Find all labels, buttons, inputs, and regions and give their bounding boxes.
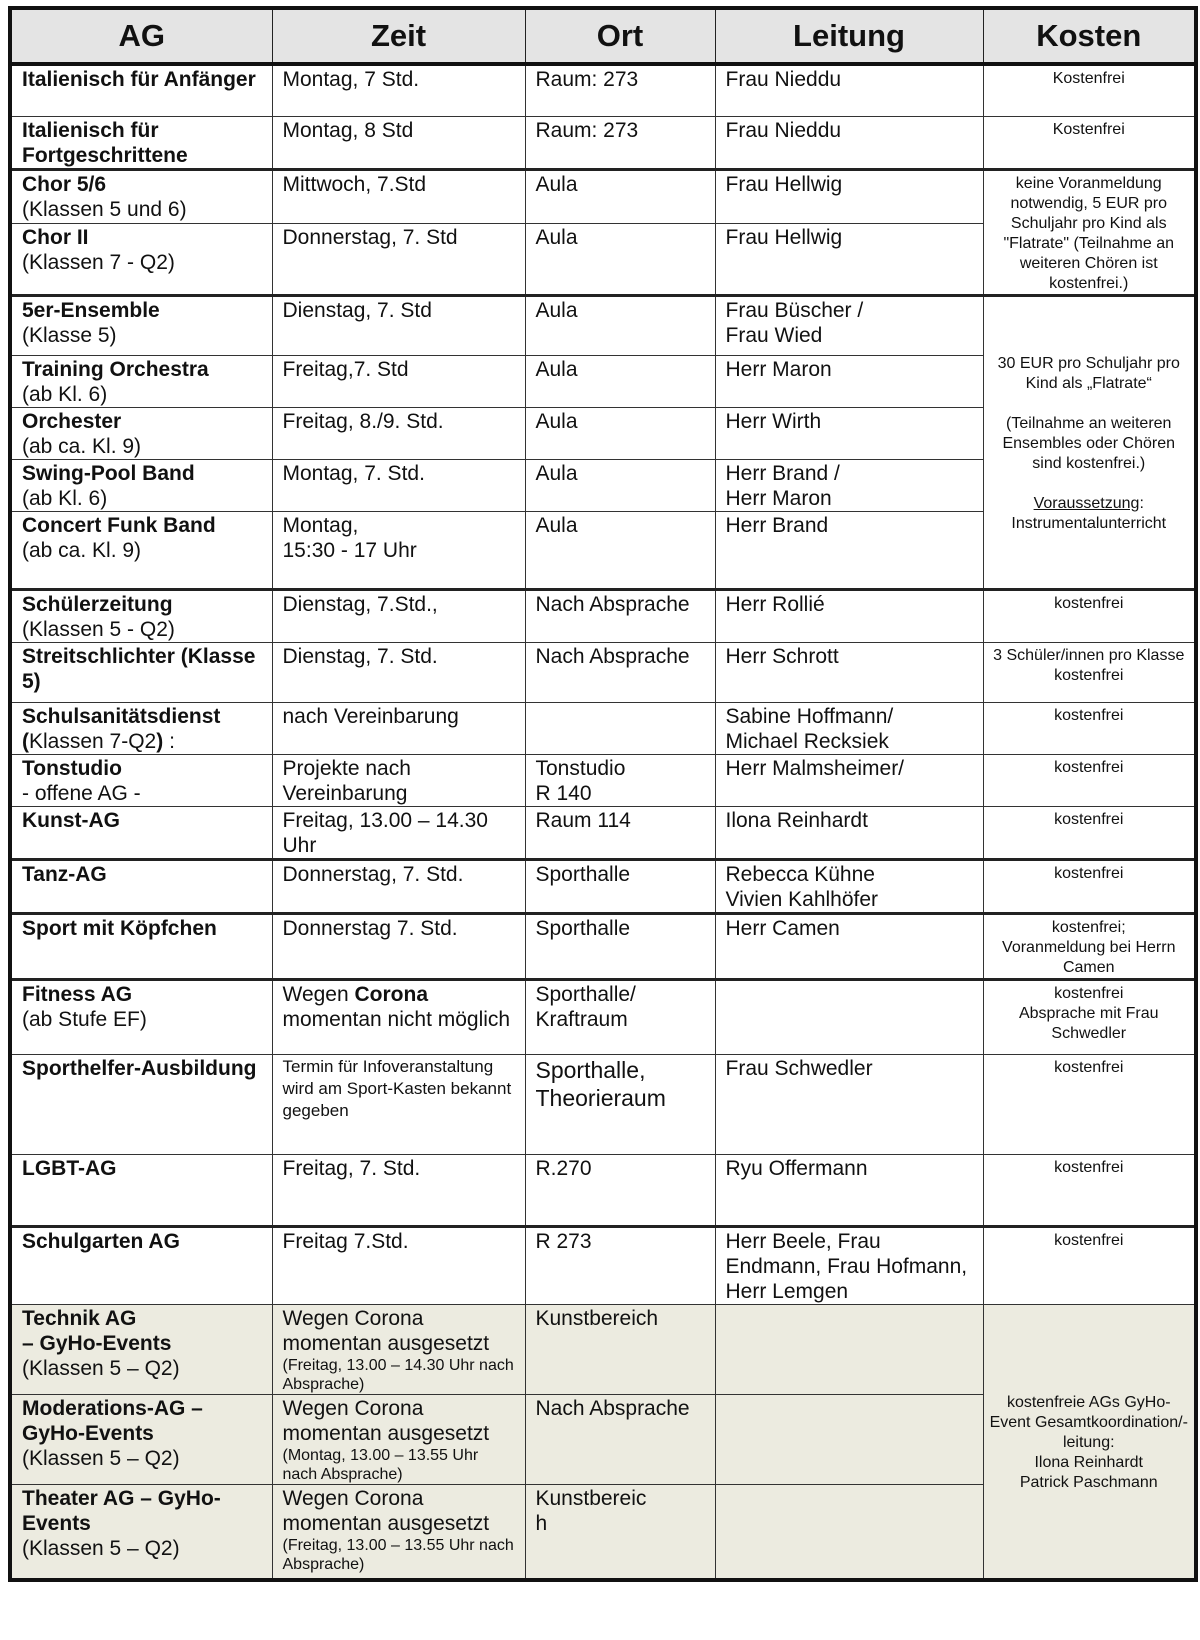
ag-ort: Tonstudio R 140 (525, 754, 715, 806)
ag-leitung: Herr Rollié (715, 589, 983, 642)
ag-zeit: nach Vereinbarung (272, 702, 525, 754)
ag-kosten: kostenfrei (983, 859, 1196, 913)
ag-ort: Nach Absprache (525, 589, 715, 642)
ag-ort: Kunstbereic h (525, 1484, 715, 1580)
ag-kosten: kostenfrei (983, 1226, 1196, 1304)
ag-name: LGBT-AG (10, 1154, 272, 1226)
ag-leitung (715, 1304, 983, 1394)
ag-leitung: Herr Wirth (715, 407, 983, 459)
ag-kosten: keine Voranmeldung notwendig, 5 EUR pro Schuljahr pro Kind als "Flatrate" (Teilnahme an weiteren Chören ist kostenfrei.) (983, 169, 1196, 295)
ag-zeit: Wegen Corona momentan ausgesetzt (Freitag, 13.00 – 14.30 Uhr nach Absprache) (272, 1304, 525, 1394)
ag-name: Schulgarten AG (10, 1226, 272, 1304)
ag-leitung: Frau Hellwig (715, 223, 983, 295)
ag-zeit: Wegen Corona momentan ausgesetzt (Montag, 13.00 – 13.55 Uhr nach Absprache) (272, 1394, 525, 1484)
ag-zeit: Freitag, 7. Std. (272, 1154, 525, 1226)
ag-ort: Sporthalle (525, 913, 715, 979)
ag-name: Tanz-AG (10, 859, 272, 913)
ag-leitung: Ryu Offermann (715, 1154, 983, 1226)
ag-leitung: Frau Hellwig (715, 169, 983, 223)
ag-leitung: Herr Beele, Frau Endmann, Frau Hofmann, Herr Lemgen (715, 1226, 983, 1304)
ag-name: 5er-Ensemble (Klasse 5) (10, 295, 272, 355)
ag-ort: Sporthalle (525, 859, 715, 913)
table-row (10, 806, 1196, 859)
ag-name: Technik AG – GyHo-Events (Klassen 5 – Q2) (10, 1304, 272, 1394)
ag-ort: Sporthalle/ Kraftraum (525, 979, 715, 1054)
ag-zeit: Freitag 7.Std. (272, 1226, 525, 1304)
header-ag: AG (10, 8, 272, 64)
table-row (10, 116, 1196, 169)
ag-zeit: Wegen Corona momentan ausgesetzt (Freitag, 13.00 – 13.55 Uhr nach Absprache) (272, 1484, 525, 1580)
ag-leitung: Frau Nieddu (715, 116, 983, 169)
ag-ort: Aula (525, 169, 715, 223)
ag-leitung: Herr Brand (715, 511, 983, 589)
ag-ort: Nach Absprache (525, 1394, 715, 1484)
table-row (10, 859, 1196, 913)
table-row (10, 702, 1196, 754)
ag-leitung: Herr Brand / Herr Maron (715, 459, 983, 511)
ag-leitung: Herr Schrott (715, 642, 983, 702)
ag-kosten: kostenfreie AGs GyHo-Event Gesamtkoordination/-leitung: Ilona Reinhardt Patrick Paschmann (983, 1304, 1196, 1580)
ag-ort: Aula (525, 407, 715, 459)
ag-ort: Nach Absprache (525, 642, 715, 702)
ag-kosten: Kostenfrei (983, 64, 1196, 116)
ag-kosten: kostenfrei (983, 806, 1196, 859)
ag-name: Chor II (Klassen 7 - Q2) (10, 223, 272, 295)
ag-name: Sporthelfer-Ausbildung (10, 1054, 272, 1154)
ag-ort: Raum: 273 (525, 64, 715, 116)
ag-table (8, 6, 1198, 1582)
ag-zeit: Termin für Infoveranstaltung wird am Sport-Kasten bekannt gegeben (272, 1054, 525, 1154)
ag-ort: Raum 114 (525, 806, 715, 859)
table-row (10, 169, 1196, 223)
table-row (10, 979, 1196, 1054)
ag-zeit: Montag, 15:30 - 17 Uhr (272, 511, 525, 589)
ag-leitung: Rebecca Kühne Vivien Kahlhöfer (715, 859, 983, 913)
ag-name: Orchester (ab ca. Kl. 9) (10, 407, 272, 459)
ag-name: Streitschlichter (Klasse 5) (10, 642, 272, 702)
ag-leitung: Ilona Reinhardt (715, 806, 983, 859)
table-row (10, 1154, 1196, 1226)
ag-leitung (715, 1484, 983, 1580)
ag-kosten: kostenfrei Absprache mit Frau Schwedler (983, 979, 1196, 1054)
header-ort: Ort (525, 8, 715, 64)
ag-name: Schulsanitätsdienst (Klassen 7-Q2) : (10, 702, 272, 754)
ag-leitung: Herr Camen (715, 913, 983, 979)
ag-name: Chor 5/6 (Klassen 5 und 6) (10, 169, 272, 223)
ag-kosten: Kostenfrei (983, 116, 1196, 169)
ag-kosten: 30 EUR pro Schuljahr pro Kind als „Flatrate“ (Teilnahme an weiteren Ensembles oder Chören sind kostenfrei.) Voraussetzung: Instrumentalunterricht (983, 295, 1196, 589)
table-row (10, 295, 1196, 355)
ag-name: Tonstudio - offene AG - (10, 754, 272, 806)
ag-kosten: kostenfrei (983, 754, 1196, 806)
header-kosten: Kosten (983, 8, 1196, 64)
ag-name: Training Orchestra (ab Kl. 6) (10, 355, 272, 407)
ag-ort: Aula (525, 459, 715, 511)
ag-ort: Sporthalle, Theorieraum (525, 1054, 715, 1154)
ag-zeit: Mittwoch, 7.Std (272, 169, 525, 223)
ag-ort: Aula (525, 295, 715, 355)
ag-ort: Raum: 273 (525, 116, 715, 169)
ag-kosten: 3 Schüler/innen pro Klasse kostenfrei (983, 642, 1196, 702)
header-zeit: Zeit (272, 8, 525, 64)
ag-name: Italienisch für Fortgeschrittene (10, 116, 272, 169)
table-header (10, 8, 1196, 64)
ag-kosten: kostenfrei; Voranmeldung bei Herrn Camen (983, 913, 1196, 979)
table-row (10, 64, 1196, 116)
ag-leitung: Frau Büscher / Frau Wied (715, 295, 983, 355)
ag-zeit: Donnerstag 7. Std. (272, 913, 525, 979)
ag-leitung: Herr Malmsheimer/ (715, 754, 983, 806)
ag-name: Concert Funk Band (ab ca. Kl. 9) (10, 511, 272, 589)
ag-name: Sport mit Köpfchen (10, 913, 272, 979)
ag-leitung: Herr Maron (715, 355, 983, 407)
ag-name: Italienisch für Anfänger (10, 64, 272, 116)
ag-name: Fitness AG (ab Stufe EF) (10, 979, 272, 1054)
ag-leitung: Sabine Hoffmann/ Michael Recksiek (715, 702, 983, 754)
header-leitung: Leitung (715, 8, 983, 64)
ag-leitung: Frau Schwedler (715, 1054, 983, 1154)
ag-ort: Aula (525, 355, 715, 407)
ag-name: Theater AG – GyHo-Events (Klassen 5 – Q2) (10, 1484, 272, 1580)
table-row (10, 1054, 1196, 1154)
ag-kosten: kostenfrei (983, 1054, 1196, 1154)
ag-ort: Aula (525, 511, 715, 589)
ag-name: Kunst-AG (10, 806, 272, 859)
ag-leitung (715, 1394, 983, 1484)
ag-leitung (715, 979, 983, 1054)
ag-zeit: Montag, 8 Std (272, 116, 525, 169)
ag-zeit: Montag, 7 Std. (272, 64, 525, 116)
ag-zeit: Wegen Corona momentan nicht möglich (272, 979, 525, 1054)
ag-ort (525, 702, 715, 754)
ag-kosten: kostenfrei (983, 702, 1196, 754)
ag-ort: R.270 (525, 1154, 715, 1226)
ag-zeit: Montag, 7. Std. (272, 459, 525, 511)
ag-leitung: Frau Nieddu (715, 64, 983, 116)
table-row (10, 589, 1196, 642)
ag-ort: R 273 (525, 1226, 715, 1304)
ag-zeit: Freitag, 13.00 – 14.30 Uhr (272, 806, 525, 859)
ag-kosten: kostenfrei (983, 1154, 1196, 1226)
ag-name: Schülerzeitung (Klassen 5 - Q2) (10, 589, 272, 642)
ag-name: Swing-Pool Band (ab Kl. 6) (10, 459, 272, 511)
table-row (10, 642, 1196, 702)
ag-zeit: Freitag, 8./9. Std. (272, 407, 525, 459)
table-row (10, 1304, 1196, 1394)
ag-zeit: Freitag,7. Std (272, 355, 525, 407)
ag-kosten: kostenfrei (983, 589, 1196, 642)
ag-ort: Kunstbereich (525, 1304, 715, 1394)
ag-zeit: Dienstag, 7.Std., (272, 589, 525, 642)
ag-zeit: Donnerstag, 7. Std. (272, 859, 525, 913)
ag-zeit: Donnerstag, 7. Std (272, 223, 525, 295)
table-row (10, 913, 1196, 979)
ag-zeit: Projekte nach Vereinbarung (272, 754, 525, 806)
ag-zeit: Dienstag, 7. Std. (272, 642, 525, 702)
ag-name: Moderations-AG – GyHo-Events (Klassen 5 – Q2) (10, 1394, 272, 1484)
table-row (10, 754, 1196, 806)
ag-ort: Aula (525, 223, 715, 295)
ag-zeit: Dienstag, 7. Std (272, 295, 525, 355)
table-row (10, 1226, 1196, 1304)
